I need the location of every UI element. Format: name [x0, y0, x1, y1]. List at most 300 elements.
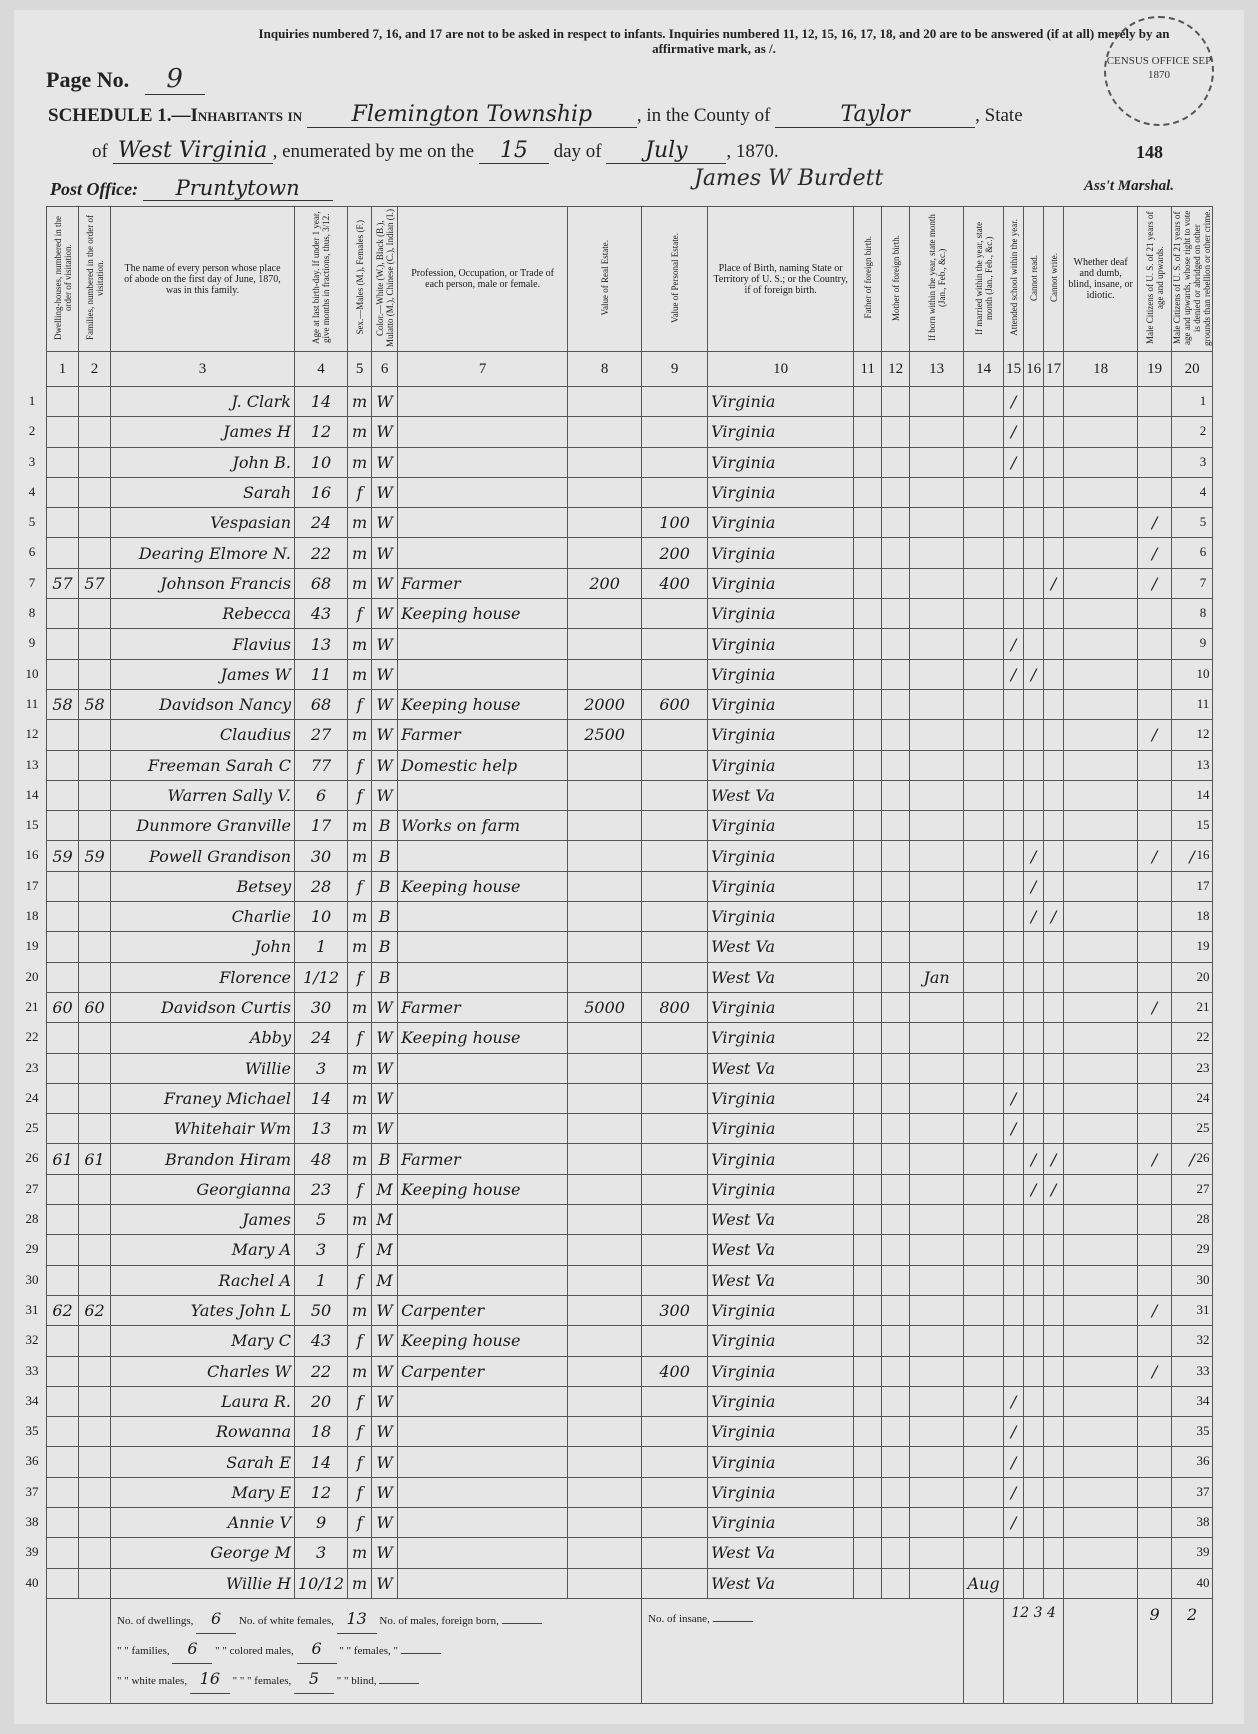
birth-place-cell: Virginia [708, 477, 854, 507]
family-number-cell: 59 [79, 841, 111, 871]
citizen-21-cell: / [1138, 538, 1172, 568]
row-number: 13 [1196, 757, 1210, 772]
row-number: 1 [28, 393, 36, 408]
father-foreign-cell [854, 477, 882, 507]
birth-month-cell [910, 992, 964, 1022]
birth-place-cell: West Va [708, 780, 854, 810]
cannot-read-cell: / [1024, 902, 1044, 932]
age-cell: 18 [295, 1417, 348, 1447]
person-name-cell: J. Clark [111, 387, 295, 417]
marriage-month-cell [964, 1386, 1004, 1416]
father-foreign-cell [854, 1235, 882, 1265]
dwelling-number-cell [47, 599, 79, 629]
birth-month-cell [910, 1568, 964, 1598]
age-cell: 5 [295, 1205, 348, 1235]
cannot-write-cell [1044, 599, 1064, 629]
attended-school-cell [1004, 1053, 1024, 1083]
cannot-write-cell [1044, 417, 1064, 447]
dwelling-number-cell [47, 629, 79, 659]
disability-cell [1064, 387, 1138, 417]
table-row [47, 1295, 1213, 1325]
education-totals: 12 3 4 [1004, 1598, 1064, 1703]
father-foreign-cell [854, 568, 882, 598]
birth-place-cell: Virginia [708, 1507, 854, 1537]
age-cell: 3 [295, 1053, 348, 1083]
marriage-month-cell [964, 1356, 1004, 1386]
mother-foreign-cell [882, 417, 910, 447]
row-number: 31 [1196, 1302, 1210, 1317]
cannot-write-cell [1044, 1295, 1064, 1325]
sex-cell: f [348, 1386, 372, 1416]
personal-estate-value-cell [642, 780, 708, 810]
color-cell: W [372, 387, 398, 417]
birth-month-cell [910, 871, 964, 901]
mother-foreign-cell [882, 477, 910, 507]
birth-place-cell: Virginia [708, 841, 854, 871]
column-number: 12 [882, 352, 910, 387]
occupation-cell [398, 1205, 568, 1235]
colored-males-label: " " colored males, [215, 1644, 294, 1657]
birth-place-cell: Virginia [708, 629, 854, 659]
dwelling-number-cell: 62 [47, 1295, 79, 1325]
mother-foreign-cell [882, 1114, 910, 1144]
sex-cell: f [348, 1447, 372, 1477]
sex-cell: f [348, 1235, 372, 1265]
white-females-label: No. of white females, [238, 1614, 334, 1627]
birth-month-cell [910, 932, 964, 962]
table-row [47, 902, 1213, 932]
cannot-read-cell [1024, 689, 1044, 719]
citizen-21-cell: / [1138, 992, 1172, 1022]
birth-place-cell: Virginia [708, 508, 854, 538]
person-name-cell: Abby [111, 1023, 295, 1053]
row-number: 27 [25, 1181, 39, 1196]
marshal-label: Ass't Marshal. [1084, 178, 1175, 194]
birth-month-cell [910, 447, 964, 477]
family-number-cell: 60 [79, 992, 111, 1022]
dwelling-number-cell [47, 1326, 79, 1356]
tot-14 [964, 1598, 1004, 1703]
real-estate-value-cell [568, 871, 642, 901]
cannot-read-cell [1024, 1538, 1044, 1568]
citizen-21-cell [1138, 417, 1172, 447]
attended-school-cell: / [1004, 1386, 1024, 1416]
cannot-write-cell [1044, 811, 1064, 841]
row-number: 40 [1196, 1575, 1210, 1590]
table-row [47, 1174, 1213, 1204]
row-number: 24 [1196, 1090, 1210, 1105]
occupation-cell [398, 508, 568, 538]
county-value: Taylor [775, 102, 975, 128]
real-estate-value-cell [568, 1538, 642, 1568]
census-page [14, 10, 1244, 1724]
personal-estate-value-cell [642, 750, 708, 780]
page-number-value: 9 [145, 64, 205, 95]
cannot-read-cell [1024, 992, 1044, 1022]
father-foreign-cell [854, 1144, 882, 1174]
col-15-header: Attended school within the year. [1008, 219, 1019, 336]
occupation-cell: Carpenter [398, 1356, 568, 1386]
tot-18 [1064, 1598, 1138, 1703]
cannot-read-cell [1024, 538, 1044, 568]
marriage-month-cell [964, 962, 1004, 992]
totals-row [47, 1598, 1213, 1703]
occupation-cell: Farmer [398, 992, 568, 1022]
person-name-cell: Johnson Francis [111, 568, 295, 598]
birth-place-cell: Virginia [708, 1386, 854, 1416]
citizen-21-total: 9 [1138, 1598, 1172, 1703]
color-cell: W [372, 1507, 398, 1537]
person-name-cell: Betsey [111, 871, 295, 901]
citizen-21-cell [1138, 1235, 1172, 1265]
real-estate-value-cell [568, 1477, 642, 1507]
sex-cell: m [348, 568, 372, 598]
family-number-cell [79, 1023, 111, 1053]
birth-month-cell [910, 1386, 964, 1416]
col-1-header: Dwelling-houses, numbered in the order of visitation. [52, 215, 73, 340]
table-row [47, 629, 1213, 659]
person-name-cell: Laura R. [111, 1386, 295, 1416]
age-cell: 23 [295, 1174, 348, 1204]
citizen-21-cell: / [1138, 508, 1172, 538]
occupation-cell: Carpenter [398, 1295, 568, 1325]
family-number-cell [79, 1538, 111, 1568]
table-row [47, 780, 1213, 810]
table-row [47, 1477, 1213, 1507]
mother-foreign-cell [882, 1295, 910, 1325]
age-cell: 17 [295, 811, 348, 841]
father-foreign-cell [854, 1053, 882, 1083]
occupation-cell: Keeping house [398, 599, 568, 629]
occupation-cell [398, 1417, 568, 1447]
person-name-cell: Willie H [111, 1568, 295, 1598]
mother-foreign-cell [882, 568, 910, 598]
citizen-21-cell [1138, 902, 1172, 932]
mother-foreign-cell [882, 629, 910, 659]
real-estate-value-cell [568, 780, 642, 810]
cannot-read-cell [1024, 962, 1044, 992]
table-row [47, 417, 1213, 447]
cannot-write-cell [1044, 508, 1064, 538]
mother-foreign-cell [882, 538, 910, 568]
birth-month-cell [910, 1265, 964, 1295]
cannot-write-cell [1044, 750, 1064, 780]
cannot-write-cell: / [1044, 1144, 1064, 1174]
birth-place-cell: Virginia [708, 1023, 854, 1053]
cannot-read-cell [1024, 387, 1044, 417]
citizen-21-cell [1138, 1114, 1172, 1144]
attended-school-cell: / [1004, 659, 1024, 689]
dwelling-number-cell [47, 538, 79, 568]
occupation-cell: Domestic help [398, 750, 568, 780]
occupation-cell [398, 1568, 568, 1598]
age-cell: 28 [295, 871, 348, 901]
birth-place-cell: Virginia [708, 568, 854, 598]
age-cell: 11 [295, 659, 348, 689]
real-estate-value-cell [568, 387, 642, 417]
col-16-header: Cannot read. [1028, 254, 1039, 301]
person-name-cell: Claudius [111, 720, 295, 750]
row-number: 37 [25, 1484, 39, 1499]
father-foreign-cell [854, 720, 882, 750]
row-number: 16 [1196, 847, 1210, 862]
cannot-read-cell [1024, 932, 1044, 962]
father-foreign-cell [854, 447, 882, 477]
totals-line-1 [117, 1605, 635, 1635]
row-number: 15 [1196, 817, 1210, 832]
sex-cell: m [348, 447, 372, 477]
row-number: 8 [1199, 605, 1207, 620]
disability-cell [1064, 1265, 1138, 1295]
table-row [47, 508, 1213, 538]
person-name-cell: Whitehair Wm [111, 1114, 295, 1144]
cannot-write-cell [1044, 1205, 1064, 1235]
age-cell: 1 [295, 932, 348, 962]
totals-spacer [47, 1598, 111, 1703]
column-number: 6 [372, 352, 398, 387]
real-estate-value-cell [568, 1235, 642, 1265]
row-number: 34 [25, 1393, 39, 1408]
color-cell: W [372, 992, 398, 1022]
occupation-cell: Keeping house [398, 1023, 568, 1053]
family-number-cell [79, 447, 111, 477]
cannot-write-cell [1044, 841, 1064, 871]
citizen-21-cell [1138, 599, 1172, 629]
row-number: 3 [1199, 454, 1207, 469]
birth-place-cell: Virginia [708, 1356, 854, 1386]
personal-estate-value-cell [642, 417, 708, 447]
real-estate-value-cell [568, 477, 642, 507]
foreign-males-label: No. of males, foreign born, [379, 1614, 499, 1627]
mother-foreign-cell [882, 902, 910, 932]
col-17-header: Cannot write. [1048, 253, 1059, 302]
colored-males-count: 6 [297, 1635, 337, 1664]
table-row [47, 1356, 1213, 1386]
father-foreign-cell [854, 1023, 882, 1053]
mother-foreign-cell [882, 508, 910, 538]
marriage-month-cell [964, 1114, 1004, 1144]
marriage-month-cell [964, 1205, 1004, 1235]
color-cell: W [372, 477, 398, 507]
marriage-month-cell [964, 689, 1004, 719]
person-name-cell: Davidson Curtis [111, 992, 295, 1022]
birth-place-cell: Virginia [708, 689, 854, 719]
dwelling-number-cell [47, 1023, 79, 1053]
row-number: 20 [1196, 969, 1210, 984]
person-name-cell: Vespasian [111, 508, 295, 538]
column-number: 15 [1004, 352, 1024, 387]
age-cell: 24 [295, 508, 348, 538]
table-row [47, 1235, 1213, 1265]
row-number: 4 [28, 484, 36, 499]
personal-estate-value-cell [642, 447, 708, 477]
marriage-month-cell [964, 1326, 1004, 1356]
dwelling-number-cell [47, 1265, 79, 1295]
sex-cell: f [348, 1326, 372, 1356]
citizen-21-cell [1138, 629, 1172, 659]
family-number-cell [79, 720, 111, 750]
dwelling-number-cell [47, 1477, 79, 1507]
occupation-cell [398, 962, 568, 992]
birth-month-cell [910, 599, 964, 629]
disability-cell [1064, 750, 1138, 780]
dwelling-number-cell [47, 1538, 79, 1568]
family-number-cell [79, 1507, 111, 1537]
family-number-cell [79, 1205, 111, 1235]
disability-cell [1064, 1477, 1138, 1507]
row-number: 18 [1196, 908, 1210, 923]
father-foreign-cell [854, 1477, 882, 1507]
birth-place-cell: West Va [708, 932, 854, 962]
sex-cell: m [348, 629, 372, 659]
column-number: 16 [1024, 352, 1044, 387]
occupation-cell [398, 841, 568, 871]
cannot-read-cell [1024, 1507, 1044, 1537]
father-foreign-cell [854, 417, 882, 447]
age-cell: 48 [295, 1144, 348, 1174]
citizen-21-cell [1138, 750, 1172, 780]
dwelling-number-cell [47, 871, 79, 901]
father-foreign-cell [854, 780, 882, 810]
marriage-month-cell [964, 750, 1004, 780]
personal-estate-value-cell [642, 1447, 708, 1477]
birth-place-cell: West Va [708, 1053, 854, 1083]
attended-school-cell [1004, 1023, 1024, 1053]
row-number: 9 [1199, 635, 1207, 650]
row-number: 14 [25, 787, 39, 802]
sex-cell: f [348, 1265, 372, 1295]
cannot-read-cell [1024, 599, 1044, 629]
cannot-write-cell [1044, 387, 1064, 417]
table-row [47, 689, 1213, 719]
citizen-21-cell: / [1138, 720, 1172, 750]
mother-foreign-cell [882, 1235, 910, 1265]
family-number-cell [79, 1083, 111, 1113]
dwelling-number-cell [47, 720, 79, 750]
census-table [46, 206, 1213, 1704]
real-estate-value-cell [568, 417, 642, 447]
age-cell: 20 [295, 1386, 348, 1416]
color-cell: M [372, 1174, 398, 1204]
marriage-month-cell [964, 659, 1004, 689]
cannot-read-cell [1024, 1235, 1044, 1265]
table-row [47, 1538, 1213, 1568]
occupation-cell [398, 1083, 568, 1113]
table-row [47, 387, 1213, 417]
age-cell: 3 [295, 1235, 348, 1265]
citizen-21-cell [1138, 1083, 1172, 1113]
attended-school-cell: / [1004, 1477, 1024, 1507]
attended-school-cell: / [1004, 387, 1024, 417]
marriage-month-cell [964, 1083, 1004, 1113]
sex-cell: f [348, 477, 372, 507]
age-cell: 14 [295, 387, 348, 417]
color-cell: W [372, 1538, 398, 1568]
real-estate-value-cell [568, 1053, 642, 1083]
cannot-read-cell [1024, 1205, 1044, 1235]
row-number: 40 [25, 1575, 39, 1590]
father-foreign-cell [854, 629, 882, 659]
insane-count [713, 1621, 753, 1622]
sex-cell: m [348, 1114, 372, 1144]
col-2-header: Families, numbered in the order of visitation. [84, 215, 105, 340]
mother-foreign-cell [882, 720, 910, 750]
family-number-cell [79, 780, 111, 810]
citizen-21-cell [1138, 1507, 1172, 1537]
person-name-cell: Mary E [111, 1477, 295, 1507]
father-foreign-cell [854, 1386, 882, 1416]
sex-cell: f [348, 1417, 372, 1447]
person-name-cell: Dearing Elmore N. [111, 538, 295, 568]
person-name-cell: Yates John L [111, 1295, 295, 1325]
cannot-read-cell [1024, 1477, 1044, 1507]
marriage-month-cell: Aug [964, 1568, 1004, 1598]
table-row [47, 599, 1213, 629]
birth-month-cell [910, 1053, 964, 1083]
cannot-write-cell [1044, 659, 1064, 689]
personal-estate-value-cell [642, 902, 708, 932]
birth-place-cell: Virginia [708, 1295, 854, 1325]
birth-month-cell [910, 387, 964, 417]
dwelling-number-cell: 59 [47, 841, 79, 871]
occupation-cell [398, 1235, 568, 1265]
birth-month-cell [910, 780, 964, 810]
cannot-write-cell [1044, 1386, 1064, 1416]
schedule-label: SCHEDULE 1.—Inhabitants in [48, 105, 303, 126]
table-row [47, 1144, 1213, 1174]
color-cell: W [372, 750, 398, 780]
birth-month-cell [910, 1477, 964, 1507]
row-number: 21 [25, 999, 39, 1014]
family-number-cell [79, 962, 111, 992]
occupation-cell [398, 1114, 568, 1144]
person-name-cell: Davidson Nancy [111, 689, 295, 719]
row-number: 28 [1196, 1211, 1210, 1226]
age-cell: 3 [295, 1538, 348, 1568]
dwelling-number-cell [47, 1356, 79, 1386]
sex-cell: m [348, 1083, 372, 1113]
foreign-females-label: " " females, " [339, 1644, 398, 1657]
attended-school-cell [1004, 568, 1024, 598]
year-label: , 1870. [726, 141, 779, 162]
person-name-cell: George M [111, 1538, 295, 1568]
sex-cell: m [348, 1568, 372, 1598]
birth-place-cell: Virginia [708, 1114, 854, 1144]
table-row [47, 1386, 1213, 1416]
father-foreign-cell [854, 1295, 882, 1325]
attended-school-cell [1004, 689, 1024, 719]
column-number: 4 [295, 352, 348, 387]
cannot-write-cell [1044, 1023, 1064, 1053]
cannot-write-cell [1044, 1356, 1064, 1386]
citizen-21-cell [1138, 1023, 1172, 1053]
real-estate-value-cell [568, 508, 642, 538]
person-name-cell: Dunmore Granville [111, 811, 295, 841]
family-number-cell [79, 1265, 111, 1295]
attended-school-cell [1004, 599, 1024, 629]
marriage-month-cell [964, 1447, 1004, 1477]
occupation-cell: Farmer [398, 720, 568, 750]
dwelling-number-cell [47, 1417, 79, 1447]
birth-month-cell [910, 1083, 964, 1113]
personal-estate-value-cell [642, 811, 708, 841]
father-foreign-cell [854, 902, 882, 932]
real-estate-value-cell [568, 1114, 642, 1144]
father-foreign-cell [854, 1447, 882, 1477]
occupation-cell [398, 1477, 568, 1507]
birth-place-cell: Virginia [708, 599, 854, 629]
mother-foreign-cell [882, 932, 910, 962]
